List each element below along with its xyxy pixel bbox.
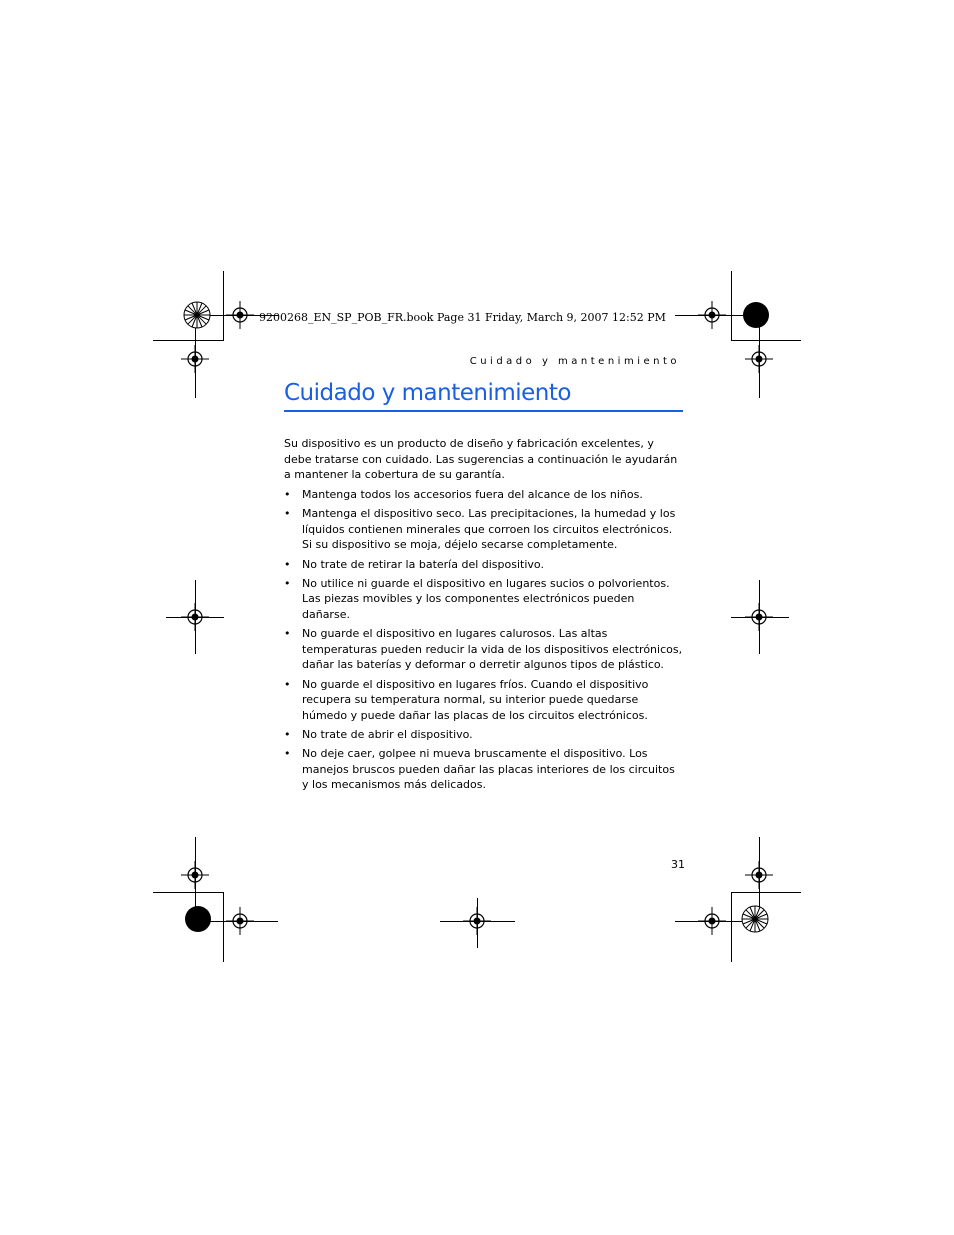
list-item-text: No deje caer, golpee ni mueva bruscamente el dispositivo. Los manejos bruscos pueden dañar las placas interiores de los circuitos y los mecanismos más delicados.	[302, 747, 675, 792]
intro-paragraph: Su dispositivo es un producto de diseño y fabricación excelentes, y debe tratarse con cuidado. Las sugerencias a continuación le ayudarán a mantener la cobertura de su garantía.	[284, 437, 678, 482]
list-item	[284, 576, 684, 623]
crop-line	[759, 322, 760, 398]
bullet-symbol: •	[284, 576, 291, 590]
crop-line	[731, 271, 732, 341]
list-item-text: No trate de abrir el dispositivo.	[302, 727, 473, 741]
crop-line	[195, 837, 196, 911]
crop-line	[203, 921, 278, 922]
list-item	[284, 626, 684, 673]
crop-line	[731, 892, 801, 893]
bullet-symbol: •	[284, 727, 291, 741]
crop-line	[731, 892, 732, 962]
list-item-text: No utilice ni guarde el dispositivo en lugares sucios o polvorientos. Las piezas movibles y los componentes electrónicos pueden dañarse.	[302, 576, 670, 621]
list-item-text: No trate de retirar la batería del dispositivo.	[302, 557, 544, 571]
list-item	[284, 557, 684, 573]
list-item	[284, 506, 684, 553]
bullet-symbol: •	[284, 747, 291, 761]
crop-line	[223, 271, 224, 341]
bullet-symbol: •	[284, 507, 291, 521]
list-item	[284, 487, 684, 503]
bullet-symbol: •	[284, 557, 291, 571]
book-info-slug: 9200268_EN_SP_POB_FR.book Page 31 Friday, March 9, 2007 12:52 PM	[259, 311, 666, 324]
solid-circle-mark-icon	[742, 301, 770, 329]
bullet-symbol: •	[284, 677, 291, 691]
crop-line	[153, 892, 223, 893]
starburst-mark-icon	[183, 301, 211, 329]
list-item	[284, 677, 684, 724]
starburst-mark-icon	[741, 905, 769, 933]
crop-line	[477, 898, 478, 948]
crop-line	[153, 340, 223, 341]
list-item	[284, 746, 684, 793]
list-item-text: No guarde el dispositivo en lugares calurosos. Las altas temperaturas pueden reducir la vida de los dispositivos electrónicos, dañar las baterías y deformar o derretir algunos tipos de plástico.	[302, 627, 683, 672]
page-number: 31	[671, 858, 685, 871]
crop-line	[675, 921, 750, 922]
list-item-text: No guarde el dispositivo en lugares fríos. Cuando el dispositivo recupera su temperatura normal, su interior puede quedarse húmedo y puede dañar las placas de los circuitos electrónicos.	[302, 677, 649, 722]
list-item-text: Mantenga el dispositivo seco. Las precipitaciones, la humedad y los líquidos contienen minerales que corroen los circuitos electrónicos. Si su dispositivo se moja, déjelo secarse completamente.	[302, 507, 676, 552]
list-item-text: Mantenga todos los accesorios fuera del alcance de los niños.	[302, 488, 643, 501]
page-title: Cuidado y mantenimiento	[284, 378, 683, 412]
crop-line	[731, 617, 789, 618]
bullet-list	[284, 487, 684, 796]
bullet-symbol: •	[284, 627, 291, 641]
crop-line	[675, 315, 750, 316]
crop-line	[731, 340, 801, 341]
running-header: Cuidado y mantenimiento	[469, 356, 680, 367]
solid-circle-mark-icon	[184, 905, 212, 933]
bullet-symbol: •	[284, 488, 291, 501]
crop-line	[195, 322, 196, 398]
crop-line	[166, 617, 224, 618]
crop-line	[223, 892, 224, 962]
list-item	[284, 727, 684, 743]
crop-line	[759, 837, 760, 911]
